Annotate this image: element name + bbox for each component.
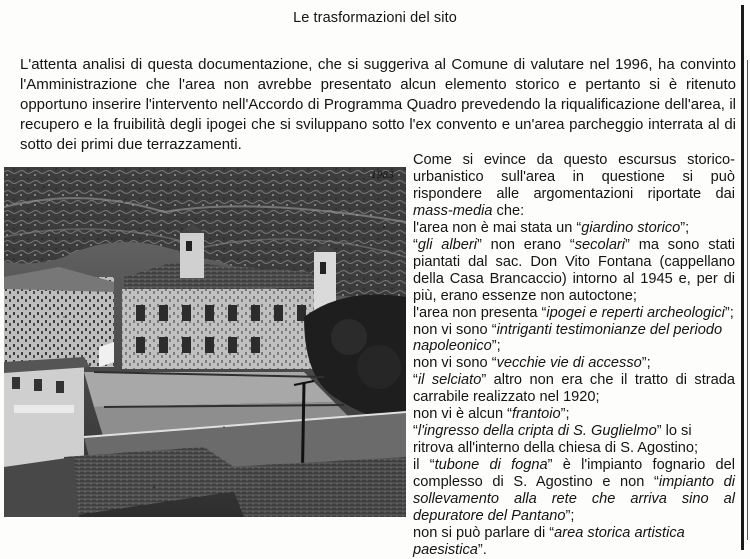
intro-paragraph: L'attenta analisi di questa documentazione, che si suggeriva al Comune di valutare nel 1996, ha convinto l'Amministrazione che l'area non avrebbe presentato alcun elemento storico e pertanto si è ritenuto opportuno inserire l'intervento nell'Accordo di Programma Quadro prevedendo la riqualificazione dell'area, il recupero e la fruibilità degli ipogei che si sviluppano sotto l'ex convento e un'area parcheggio interrata al di sotto dei primi due terrazzamenti. xyxy=(20,56,736,153)
point-8: “l'ingresso della cripta di S. Guglielmo” lo si ritrova all'interno della chiesa di S. Agostino; xyxy=(413,423,699,457)
side-intro-text: Come si evince da questo escursus storico-urbanistico sull'area in questione si può rispondere alle argomentazioni riportate dai xyxy=(413,152,735,202)
page-title: Le trasformazioni del sito xyxy=(293,10,457,26)
point-3: l'area non presenta “ipogei e reperti archeologici”; xyxy=(413,304,734,321)
point-1: l'area non è mai stata un “giardino storico”; xyxy=(413,219,690,236)
scan-edge-rule xyxy=(741,5,744,550)
side-column xyxy=(413,152,735,559)
side-intro-media: mass-media xyxy=(413,202,493,219)
photo-year-label: 1983 xyxy=(371,171,394,181)
point-2: “gli alberi” non erano “secolari” ma sono stati piantati dal sac. Don Vito Fontana (cappellano della Casa Brancaccio) intorno al 1945 e, per di più, erano essenze non autoctone; xyxy=(413,236,735,304)
point-6: “il selciato” altro non era che il tratto di strada carrabile realizzato nel 1920; xyxy=(413,372,735,406)
side-intro xyxy=(413,152,735,220)
point-9: il “tubone di fogna” è l'impianto fognario del complesso di S. Agostino e non “impianto di sollevamento alla rete che arriva sino al depuratore del Pantano”; xyxy=(413,457,736,525)
point-10: non si può parlare di “area storica artistica paesistica”. xyxy=(413,524,685,558)
point-7: non vi è alcun “frantoio”; xyxy=(413,406,570,423)
scan-edge-rule-thin xyxy=(747,60,748,540)
point-4: non vi sono “intriganti testimonianze del periodo napoleonico”; xyxy=(413,321,723,355)
historic-photo xyxy=(4,167,406,517)
side-intro-end: che: xyxy=(492,202,525,219)
point-5: non vi sono “vecchie vie di accesso”; xyxy=(413,355,651,372)
photo-illustration xyxy=(4,167,406,517)
